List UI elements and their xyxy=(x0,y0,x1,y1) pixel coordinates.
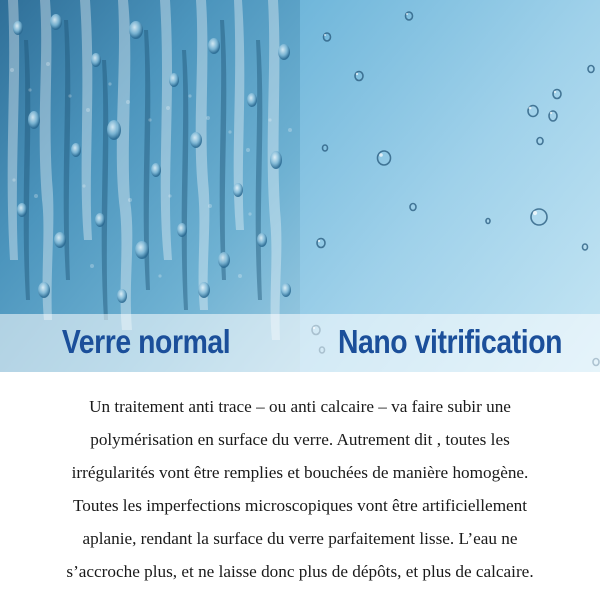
description-line: Toutes les imperfections microscopiques vont être artificiellement xyxy=(72,496,528,515)
normal-glass-label: Verre normal xyxy=(61,323,231,360)
description-line: polymérisation en surface du verre. Autrement dit , toutes les xyxy=(90,430,510,449)
description-line: Un traitement anti trace – ou anti calcaire – va faire subir une xyxy=(89,397,511,416)
description-line: s’accroche plus, et ne laisse donc plus de dépôts, et plus de calcaire. xyxy=(66,562,534,581)
nano-vitrification-label: Nano vitrification xyxy=(337,323,563,360)
description-line: aplanie, rendant la surface du verre parfaitement lisse. L’eau ne xyxy=(82,529,518,548)
description-paragraph xyxy=(20,390,580,588)
description-line: irrégularités vont être remplies et bouchées de manière homogène. xyxy=(71,463,529,482)
